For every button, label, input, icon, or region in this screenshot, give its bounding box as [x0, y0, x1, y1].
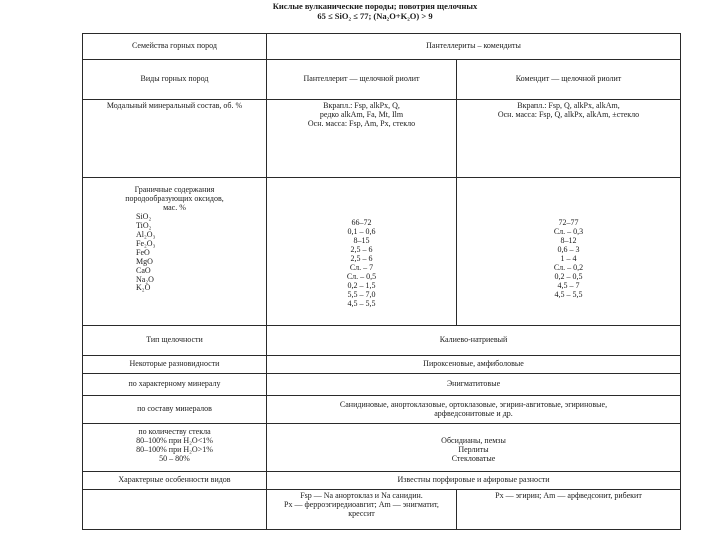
oxide-value: 4,5 – 5,5: [347, 298, 376, 308]
mineral-line: Вкрапл.: Fsp, Q, alkPx, alkAm,: [517, 101, 620, 110]
glass-label-line: 50 – 80%: [159, 453, 190, 463]
notes-line: Px — ферроэгиредиоавгит; Am — энигматит,: [284, 499, 439, 509]
mineral-line: Осн. масса: Fsp, Q, alkPx, alkAm, ±стекло: [497, 109, 640, 119]
notes-line: крессит: [348, 508, 375, 518]
glass-value-line: Обсидианы, пемзы: [441, 436, 506, 445]
oxide-value: Сл. – 7: [349, 262, 374, 272]
features-value: Известны порфировые и афировые разности: [267, 472, 681, 490]
glass-value-line: Стекловатые: [451, 453, 496, 463]
mineral-line: редко alkAm, Fa, Mt, Ilm: [319, 109, 404, 119]
glass-label-line: 80–100% при H₂O>1%: [136, 444, 213, 454]
oxide-name: MgO: [136, 256, 153, 266]
row-mineral-composition: [83, 100, 681, 178]
oxide-name: FeO: [136, 247, 150, 257]
oxide-value: 0,6 – 3: [557, 244, 580, 254]
oxides-heading-line: мас. %: [163, 202, 186, 212]
family-label: Семейства горных пород: [83, 34, 267, 60]
oxide-name: Fe₂O₃: [136, 238, 156, 248]
row-species: [83, 60, 681, 100]
species-label: Виды горных пород: [83, 60, 267, 100]
composition-line: Санидиновые, анортоклазовые, ортоклазовые, эгирин-авгитовые, эгириновые,: [339, 399, 608, 409]
glass-label-line: 80–100% при H₂O<1%: [136, 435, 213, 445]
oxide-name: TiO₂: [136, 220, 152, 230]
oxide-value: 4,5 – 7: [557, 280, 580, 290]
species-pantellerite: Пантеллерит — щелочной риолит: [267, 60, 457, 100]
oxides-comendite: [457, 178, 681, 326]
oxide-value: Сл. – 0,5: [346, 271, 377, 281]
oxide-value: 0,2 – 0,5: [554, 271, 583, 281]
oxide-value: 0,1 – 0,6: [347, 226, 376, 236]
oxides-heading-line: породообразующих оксидов,: [125, 193, 224, 203]
mineral-label: Модальный минеральный состав, об. %: [83, 100, 267, 178]
title-line-1: Кислые вулканические породы; повотрия щелочных: [272, 1, 478, 11]
oxide-value: 2,5 – 6: [350, 253, 373, 263]
oxide-list: [86, 213, 263, 294]
char-mineral-label: по характерному минералу: [83, 374, 267, 396]
oxide-name: Al₂O₃: [136, 229, 156, 239]
species-comendite: Комендит — щелочной риолит: [457, 60, 681, 100]
row-oxides: [83, 178, 681, 326]
rock-classification-table: [82, 33, 681, 530]
oxide-value: 8–15: [353, 235, 370, 245]
row-glass-content: [83, 424, 681, 472]
notes-comendite: Px — эгирин; Am — арфведсонит, рибекит: [457, 490, 681, 530]
row-family: [83, 34, 681, 60]
oxide-value: Сл. – 0,2: [553, 262, 584, 272]
features-label: Характерные особенности видов: [83, 472, 267, 490]
glass-value-line: Перлиты: [458, 444, 489, 454]
oxides-pantellerite: [267, 178, 457, 326]
composition-label: по составу минералов: [83, 396, 267, 424]
oxide-name: SiO₂: [136, 211, 152, 221]
row-alkali-type: [83, 326, 681, 356]
glass-value: [267, 424, 681, 472]
family-value: Пантеллериты – комендиты: [267, 34, 681, 60]
mineral-pantellerite: [267, 100, 457, 178]
row-varieties: [83, 356, 681, 374]
glass-label-line: по количеству стекла: [138, 427, 211, 436]
oxides-heading-line: Граничные содержания: [134, 185, 215, 194]
composition-line: арфведсонитовые и др.: [434, 408, 513, 418]
oxide-value: 0,2 – 1,5: [347, 280, 376, 290]
row-features: [83, 472, 681, 490]
notes-line: Fsp — Na анортоклаз и Na санидин.: [300, 491, 423, 500]
oxide-name: Na₂O: [136, 274, 154, 284]
char-mineral-value: Энигматитовые: [267, 374, 681, 396]
row-mineral-types: [83, 396, 681, 424]
oxide-value: 4,5 – 5,5: [554, 289, 583, 299]
oxide-value: 8–12: [560, 235, 577, 245]
oxides-label-cell: [83, 178, 267, 326]
oxide-value: 1 – 4: [560, 253, 577, 263]
mineral-line: Вкрапл.: Fsp, alkPx, Q,: [323, 101, 400, 110]
oxide-value: 66–72: [351, 218, 372, 227]
mineral-comendite: [457, 100, 681, 178]
oxide-value: 72–77: [558, 218, 579, 227]
oxide-value: 2,5 – 6: [350, 244, 373, 254]
varieties-label: Некоторые разновидности: [83, 356, 267, 374]
table-title: [80, 2, 670, 22]
alkali-label: Тип щелочности: [83, 326, 267, 356]
glass-label: [83, 424, 267, 472]
composition-value: [267, 396, 681, 424]
notes-empty: [83, 490, 267, 530]
oxide-name: K₂O: [136, 283, 151, 293]
alkali-value: Калиево-натриевый: [267, 326, 681, 356]
notes-pantellerite: [267, 490, 457, 530]
varieties-value: Пироксеновые, амфиболовые: [267, 356, 681, 374]
oxide-value: Сл. – 0,3: [553, 226, 584, 236]
row-characteristic-mineral: [83, 374, 681, 396]
oxide-value: 5,5 – 7,0: [347, 289, 376, 299]
mineral-line: Осн. масса: Fsp, Am, Px, стекло: [307, 118, 416, 128]
oxide-name: CaO: [136, 265, 151, 275]
row-notes: [83, 490, 681, 530]
title-line-2: 65 ≤ SiO₂ ≤ 77; (Na₂O+K₂O) > 9: [317, 10, 433, 21]
